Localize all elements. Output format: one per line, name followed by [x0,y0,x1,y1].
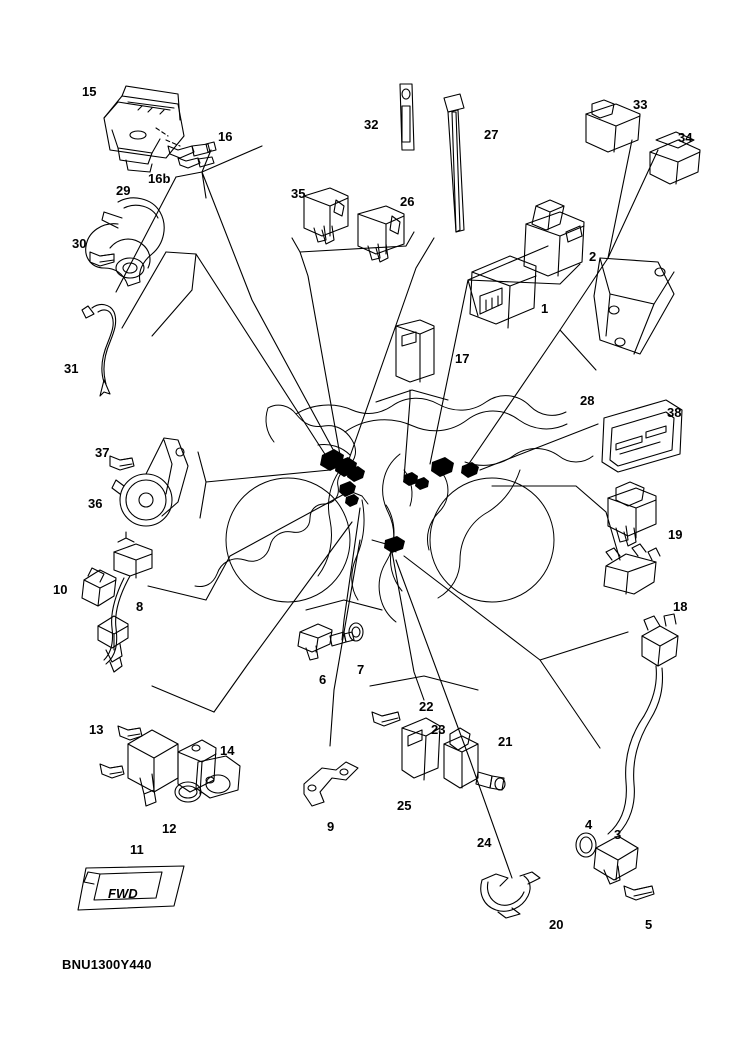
callout-38: 38 [667,405,682,420]
callout-7: 7 [357,662,365,677]
callout-21: 21 [498,734,513,749]
callout-11: 11 [130,842,144,857]
part-29-reservoir [86,198,164,286]
callout-2: 2 [589,249,597,264]
callout-35: 35 [291,186,306,201]
part-12-oring [175,782,201,802]
part-33-relay [586,100,640,152]
callout-1: 1 [541,301,549,316]
callout-15: 15 [82,84,97,99]
callout-37: 37 [95,445,110,460]
connector-markers [320,449,479,553]
callout-26: 26 [400,194,415,209]
part-34-relay [650,132,700,184]
callout-13: 13 [89,722,104,737]
callout-12: 12 [162,821,177,836]
part-code-label: BNU1300Y440 [62,957,152,972]
part-30-bolt [90,252,114,266]
callout-5: 5 [645,917,653,932]
callout-19: 19 [668,527,683,542]
callout-17: 17 [455,351,470,366]
part-32-clamp [400,84,414,150]
callout-22: 22 [419,699,434,714]
part-26-relay [358,206,404,262]
part-18-holder [604,544,660,594]
part-20-clamp [481,872,540,918]
callout-29: 29 [116,183,131,198]
part-23-24-unit [444,728,505,790]
part-11-valve [128,730,216,806]
callout-16b: 16b [148,171,171,186]
callout-14: 14 [220,743,235,758]
part-31-cable [82,305,116,396]
callout-32: 32 [364,117,379,132]
callout-8: 8 [136,599,144,614]
part-36-horn [112,438,188,526]
part-17-unit [396,320,434,382]
callout-18: 18 [673,599,688,614]
callout-9: 9 [327,819,335,834]
part-9-bracket [304,762,358,806]
part-19-relay [608,482,656,546]
callout-23: 23 [431,722,446,737]
callout-28: 28 [580,393,595,408]
callout-30: 30 [72,236,87,251]
callout-20: 20 [549,917,564,932]
part-37-bolt [110,456,134,470]
part-28-cover [594,258,674,354]
callout-27: 27 [484,127,499,142]
callout-25: 25 [397,798,412,813]
part-10-clamp [82,568,116,606]
part-27-band [444,94,464,232]
part-13-bolts [100,726,142,778]
callout-3: 3 [614,827,622,842]
fwd-direction-label: FWD [108,886,138,901]
callout-10: 10 [53,582,68,597]
part-8-o2sensor [98,532,152,672]
part-6-sensor [298,624,354,660]
callout-6: 6 [319,672,327,687]
callout-36: 36 [88,496,103,511]
part-15-unit [104,86,184,172]
callout-33: 33 [633,97,648,112]
vehicle-outline [195,393,595,622]
part-35-relay [304,188,348,244]
callout-31: 31 [64,361,79,376]
part-22-bolt [372,712,400,726]
part-14-gasket [196,756,240,798]
callout-24: 24 [477,835,492,850]
callout-16: 16 [218,129,233,144]
callout-34: 34 [678,130,693,145]
callout-4: 4 [585,817,593,832]
part-3-4-5-sensor [576,614,678,900]
